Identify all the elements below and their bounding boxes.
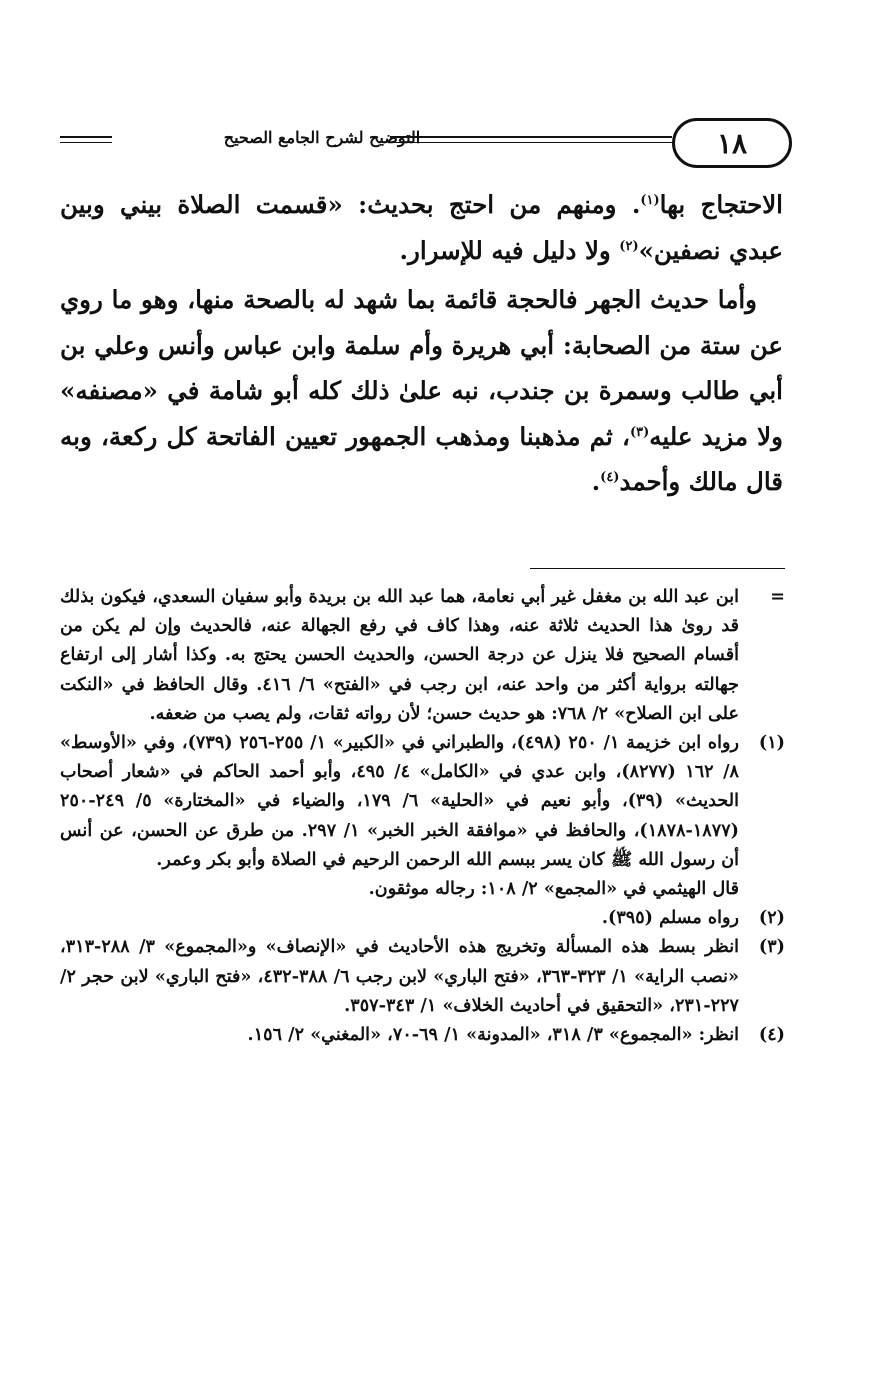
header-rule-left: [60, 136, 112, 138]
footnote-3: [60, 932, 785, 1020]
footnote-ref-3[interactable]: (٣): [629, 424, 650, 440]
footnote-ref-2[interactable]: (٢): [619, 238, 639, 254]
paragraph-2: وأما حديث الجهر فالحجة قائمة بما شهد له بالصحة منها، وهو ما روي عن ستة من الصحابة: أبي هريرة وأم سلمة وابن عباس وأنس وعلي بن أبي طالب وسمرة بن جندب، نبه علىٰ ذلك كله أبو شامة في «مصنفه» ولا مزيد عليه$^{(٣)}$، ثم مذهبنا ومذهب الجمهور تعيين الفاتحة كل ركعة، وبه قال مالك وأحمد$^{(٤)}$.: [60, 285, 783, 496]
page-number: ١٨: [716, 126, 748, 160]
page-header: [60, 118, 790, 170]
page-number-badge: [672, 118, 792, 168]
footnote-text: رواه ابن خزيمة ١/ ٢٥٠ (٤٩٨)، والطبراني في «الكبير» ١/ ٢٥٥-٢٥٦ (٧٣٩)، وفي «الأوسط» ٨/ ١٦٢ (٨٢٧٧)، وابن عدي في «الكامل» ٤/ ٤٩٥، وأبو أحمد الحاكم في «شعار أصحاب الحديث» (٣٩)، وأبو نعيم في «الحلية» ٦/ ١٧٩، والضياء في «المختارة» ٥/ ٢٤٩-٢٥٠ (١٨٧٧-١٨٧٨)، والحافظ في «موافقة الخبر الخبر» ١/ ٢٩٧. من طرق عن الحسن، عن أنس أن رسول الله ﷺ كان يسر ببسم الله الرحمن الرحيم في الصلاة وأبو بكر وعمر.: [60, 732, 739, 870]
footnote-1-note: قال الهيثمي في «المجمع» ٢/ ١٠٨: رجاله موثقون.: [368, 878, 739, 900]
footnote-marker: (٣): [758, 936, 785, 958]
footnote-text: انظر: «المجموع» ٣/ ٣١٨، «المدونة» ١/ ٦٩-٧٠، «المغني» ٢/ ١٥٦.: [247, 1024, 739, 1046]
footnotes: [60, 582, 785, 1049]
footnote-text: انظر بسط هذه المسألة وتخريج هذه الأحاديث في «الإنصاف» و«المجموع» ٣/ ٢٨٨-٣١٣، «نصب الراية» ١/ ٣٢٣-٣٦٣، «فتح الباري» لابن رجب ٦/ ٣٨٨-٤٣٢، «فتح الباري» لابن حجر ٢/ ٢٢٧-٢٣١، «التحقيق في أحاديث الخلاف» ١/ ٣٤٣-٣٥٧.: [60, 936, 739, 1016]
header-rule-middle: [390, 136, 672, 138]
footnote-text: ابن عبد الله بن مغفل غير أبي نعامة، هما عبد الله بن بريدة وأبو سفيان السعدي، فيكون بذلك قد روىٰ هذا الحديث ثلاثة عنه، وهذا كاف في رفع الجهالة عنه، فالحديث وإن لم يكن من أقسام الصحيح فلا ينزل عن درجة الحسن، والحديث الحسن يحتج به. وكذا أشار إلى ارتفاع جهالته برواية أكثر من واحد عنه، ابن رجب في «الفتح» ٦/ ٤١٦. وقال الحافظ في «النكت على ابن الصلاح» ٢/ ٧٦٨: هو حديث حسن؛ لأن رواته ثقات، ولم يصب من ضعفه.: [60, 586, 739, 724]
footnote-marker: =: [770, 586, 785, 607]
footnote-2: [60, 903, 785, 932]
footnote-ref-1[interactable]: (١): [640, 192, 660, 208]
footnote-text: رواه مسلم (٣٩٥).: [601, 907, 739, 929]
footnote-separator: [530, 568, 785, 569]
footnote-marker: (١): [758, 732, 785, 754]
footnote-4: [60, 1020, 785, 1049]
footnote-marker: (٤): [758, 1024, 785, 1046]
running-title: التوضيح لشرح الجامع الصحيح: [223, 128, 421, 147]
header-rule-middle: [390, 142, 672, 143]
footnote-ref-4[interactable]: (٤): [600, 469, 620, 485]
header-rule-left: [60, 142, 112, 143]
footnote-1: [60, 728, 785, 874]
footnote-continued: [60, 582, 785, 728]
footnote-marker: (٢): [758, 907, 785, 929]
paragraph-1: الاحتجاج بها$^{(١)}$. ومنهم من احتج بحديث: «قسمت الصلاة بيني وبين عبدي نصفين»$^{(٢)}$ ولا دليل فيه للإسرار.: [60, 190, 783, 265]
main-text: [60, 182, 783, 505]
